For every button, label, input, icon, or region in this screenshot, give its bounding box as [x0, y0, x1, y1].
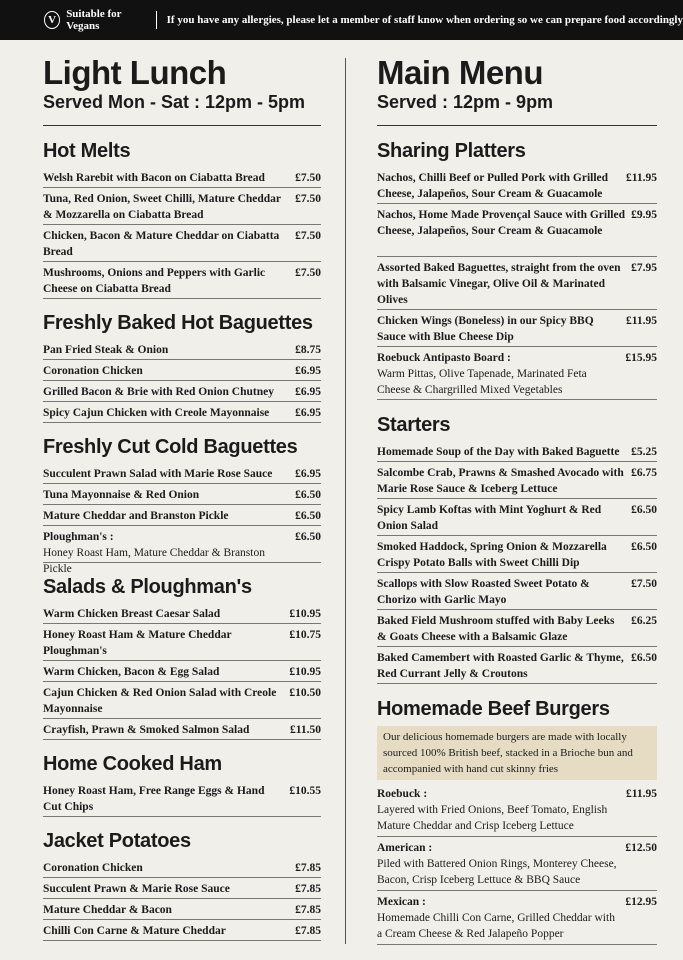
menu-item [43, 188, 321, 225]
menu-item-title: Nachos, Chilli Beef or Pulled Pork with Grilled Cheese, Jalapeños, Sour Cream & Guacamole [377, 172, 609, 200]
menu-item-name [43, 664, 289, 680]
menu-item-price: £7.50 [295, 193, 321, 205]
menu-item-price: £12.50 [625, 842, 657, 854]
section-title-sharing-platters: Sharing Platters [377, 140, 526, 162]
menu-item-title: Mature Cheddar and Branston Pickle [43, 510, 229, 522]
menu-item-price: £6.50 [631, 504, 657, 516]
menu-item-name [377, 170, 626, 202]
menu-item-name [43, 191, 295, 223]
menu-item-price: £11.95 [626, 315, 657, 327]
menu-item-name [377, 786, 626, 834]
menu-item-title: Warm Chicken Breast Caesar Salad [43, 608, 221, 620]
menu-item-name [377, 613, 631, 645]
menu-item-price: £6.50 [631, 541, 657, 553]
menu-item-price: £7.50 [295, 230, 321, 242]
menu-item-price: £8.75 [295, 344, 321, 356]
column-divider [345, 58, 346, 944]
menu-item-description: Piled with Battered Onion Rings, Monterey Cheese, Bacon, Crisp Iceberg Lettuce & BBQ Sauce [377, 858, 617, 886]
menu-item [43, 878, 321, 899]
menu-item [377, 783, 657, 837]
menu-item-name [377, 444, 631, 460]
menu-item-price: £12.95 [625, 896, 657, 908]
menu-item-title: Tuna, Red Onion, Sweet Chilli, Mature Cheddar & Mozzarella on Ciabatta Bread [43, 193, 281, 221]
menu-item-name [377, 576, 631, 608]
menu-item-title: Crayfish, Prawn & Smoked Salmon Salad [43, 724, 250, 736]
burger-promo-note: Our delicious homemade burgers are made with locally sourced 100% British beef, stacked in a Brioche bun and accompanied with hand cut skinny fries [377, 726, 657, 780]
menu-item-title: Assorted Baked Baguettes, straight from the oven with Balsamic Vinegar, Olive Oil & Marinated Olives [377, 262, 621, 306]
menu-item-title: Coronation Chicken [43, 862, 143, 874]
menu-item [377, 536, 657, 573]
menu-item [43, 857, 321, 878]
menu-item-price: £7.85 [295, 904, 321, 916]
menu-item [43, 381, 321, 402]
menu-item-description: Homemade Chilli Con Carne, Grilled Cheddar with a Cream Cheese & Red Jalapeño Popper [377, 912, 615, 940]
menu-item-price: £10.95 [289, 666, 321, 678]
menu-item [43, 484, 321, 505]
menu-item-price: £7.50 [295, 267, 321, 279]
menu-item-name [43, 384, 295, 400]
menu-item-title: Grilled Bacon & Brie with Red Onion Chutney [43, 386, 274, 398]
menu-item [43, 225, 321, 262]
banner-divider [156, 11, 157, 29]
section-title-home-cooked-ham: Home Cooked Ham [43, 753, 222, 775]
menu-item-title: Mushrooms, Onions and Peppers with Garlic Cheese on Ciabatta Bread [43, 267, 266, 295]
menu-item-title: Baked Camembert with Roasted Garlic & Thyme, Red Currant Jelly & Croutons [377, 652, 624, 680]
menu-item-price: £15.95 [625, 352, 657, 364]
menu-item [377, 499, 657, 536]
menu-item-price: £10.55 [289, 785, 321, 797]
menu-item-title: Smoked Haddock, Spring Onion & Mozzarella Crispy Potato Balls with Sweet Chilli Dip [377, 541, 607, 569]
menu-item [43, 780, 321, 817]
menu-item [43, 505, 321, 526]
menu-item-title: Homemade Soup of the Day with Baked Baguette [377, 446, 620, 458]
menu-item-name [377, 650, 631, 682]
menu-item-price: £11.95 [626, 172, 657, 184]
title-rule [43, 125, 321, 126]
section-title-starters: Starters [377, 414, 451, 436]
title-rule [377, 125, 657, 126]
menu-item-title: Pan Fried Steak & Onion [43, 344, 169, 356]
menu-item-name [377, 840, 625, 888]
menu-item-name [43, 466, 295, 482]
menu-item-name [43, 923, 295, 939]
menu-item [377, 310, 657, 347]
menu-item-name [43, 860, 295, 876]
allergy-notice: If you have any allergies, please let a member of staff know when ordering so we can prepare food accordingly [166, 14, 683, 26]
menu-item-name [43, 363, 295, 379]
menu-item [377, 462, 657, 499]
menu-item-price: £6.50 [295, 531, 321, 543]
menu-item-description: Warm Pittas, Olive Tapenade, Marinated Feta Cheese & Chargrilled Mixed Vegetables [377, 368, 587, 396]
section-title-freshly-cut-cold-baguettes: Freshly Cut Cold Baguettes [43, 436, 298, 458]
menu-item-title: Mexican : [377, 896, 426, 908]
main-menu-column [377, 40, 657, 945]
menu-item-name [377, 539, 631, 571]
menu-item-name [43, 902, 295, 918]
menu-item-name [377, 502, 631, 534]
menu-item-price: £10.50 [289, 687, 321, 699]
menu-item-price: £11.50 [290, 724, 321, 736]
menu-item [43, 682, 321, 719]
menu-item-price: £5.25 [631, 446, 657, 458]
menu-item [43, 719, 321, 740]
light-lunch-serving-times: Served Mon - Sat : 12pm - 5pm [43, 92, 306, 112]
menu-item-name [43, 342, 295, 358]
menu-item-price: £7.95 [631, 262, 657, 274]
menu-item [43, 920, 321, 941]
menu-item-name [43, 508, 295, 524]
menu-item [377, 204, 657, 257]
section-title-homemade-beef-burgers: Homemade Beef Burgers [377, 698, 610, 720]
menu-item-price: £6.25 [631, 615, 657, 627]
menu-item-name [43, 228, 295, 260]
section-title-freshly-baked-hot-baguettes: Freshly Baked Hot Baguettes [43, 312, 313, 334]
menu-item-title: Succulent Prawn Salad with Marie Rose Sauce [43, 468, 273, 480]
menu-item-title: Tuna Mayonnaise & Red Onion [43, 489, 200, 501]
menu-item-title: Succulent Prawn & Marie Rose Sauce [43, 883, 230, 895]
menu-item [377, 167, 657, 204]
menu-item-description: Honey Roast Ham, Mature Cheddar & Branston Pickle [43, 547, 265, 575]
menu-item [43, 526, 321, 575]
menu-item-price: £7.85 [295, 862, 321, 874]
light-lunch-column [43, 40, 321, 941]
menu-item-price: £6.50 [295, 510, 321, 522]
menu-item [377, 257, 657, 310]
menu-item [43, 624, 321, 661]
menu-item-title: Ploughman's : [43, 531, 114, 543]
menu-item-title: Honey Roast Ham, Free Range Eggs & Hand Cut Chips [43, 785, 265, 813]
section-title-hot-melts: Hot Melts [43, 140, 131, 162]
menu-item-name [377, 465, 631, 497]
main-menu-title: Main Menu [377, 54, 543, 91]
menu-item-name [377, 313, 626, 345]
menu-item-name [43, 529, 295, 577]
menu-item-description: Layered with Fried Onions, Beef Tomato, English Mature Cheddar and Crisp Iceberg Lettuce [377, 804, 608, 832]
menu-item-title: Mature Cheddar & Bacon [43, 904, 172, 916]
menu-item [43, 661, 321, 682]
menu-item [377, 891, 657, 945]
menu-item-price: £7.85 [295, 883, 321, 895]
menu-item-name [377, 894, 625, 942]
menu-item-title: Spicy Cajun Chicken with Creole Mayonnaise [43, 407, 270, 419]
menu-item-price: £9.95 [631, 209, 657, 221]
menu-item [377, 837, 657, 891]
menu-item-name [43, 170, 295, 186]
menu-item-title: Nachos, Home Made Provençal Sauce with Grilled Cheese, Jalapeños, Sour Cream & Guacamole [377, 209, 625, 237]
menu-item-name [377, 260, 631, 308]
menu-item [43, 339, 321, 360]
menu-item-title: Chicken, Bacon & Mature Cheddar on Ciabatta Bread [43, 230, 280, 258]
menu-item-name [43, 487, 295, 503]
menu-item-price: £10.75 [289, 629, 321, 641]
menu-item-title: American : [377, 842, 433, 854]
menu-item-name [43, 722, 290, 738]
vegan-v-icon: V [44, 11, 60, 29]
menu-item-price: £6.50 [631, 652, 657, 664]
menu-item-price: £7.85 [295, 925, 321, 937]
menu-item-title: Cajun Chicken & Red Onion Salad with Creole Mayonnaise [43, 687, 277, 715]
vegan-label: Suitable for Vegans [66, 8, 122, 32]
menu-item-title: Baked Field Mushroom stuffed with Baby Leeks & Goats Cheese with a Balsamic Glaze [377, 615, 615, 643]
menu-item-price: £6.50 [295, 489, 321, 501]
menu-item-name [43, 265, 295, 297]
menu-item-name [377, 207, 631, 239]
menu-item-name [377, 350, 625, 398]
menu-item [377, 647, 657, 684]
menu-item-price: £7.50 [295, 172, 321, 184]
menu-item [43, 463, 321, 484]
menu-item-title: Spicy Lamb Koftas with Mint Yoghurt & Red Onion Salad [377, 504, 602, 532]
menu-item-title: Warm Chicken, Bacon & Egg Salad [43, 666, 220, 678]
menu-item-price: £10.95 [289, 608, 321, 620]
section-title-jacket-potatoes: Jacket Potatoes [43, 830, 191, 852]
menu-item [377, 573, 657, 610]
menu-item [43, 360, 321, 381]
menu-item-name [43, 606, 289, 622]
menu-item-title: Coronation Chicken [43, 365, 143, 377]
menu-item-title: Welsh Rarebit with Bacon on Ciabatta Bread [43, 172, 265, 184]
menu-item [43, 603, 321, 624]
menu-item-title: Roebuck Antipasto Board : [377, 352, 511, 364]
menu-item-price: £6.95 [295, 407, 321, 419]
menu-item-name [43, 685, 289, 717]
menu-item [377, 347, 657, 400]
menu-item [43, 262, 321, 299]
menu-item-name [43, 783, 289, 815]
allergy-banner [0, 0, 683, 40]
menu-item-name [43, 881, 295, 897]
menu-item-title: Scallops with Slow Roasted Sweet Potato & Chorizo with Garlic Mayo [377, 578, 590, 606]
menu-item-price: £6.95 [295, 365, 321, 377]
menu-item-price: £6.95 [295, 468, 321, 480]
menu-item [43, 402, 321, 423]
menu-item-title: Chicken Wings (Boneless) in our Spicy BBQ Sauce with Blue Cheese Dip [377, 315, 594, 343]
menu-item-title: Chilli Con Carne & Mature Cheddar [43, 925, 226, 937]
menu-item [377, 610, 657, 647]
main-menu-serving-times: Served : 12pm - 9pm [377, 92, 554, 112]
menu-item [43, 167, 321, 188]
menu-item-title: Honey Roast Ham & Mature Cheddar Ploughman's [43, 629, 232, 657]
menu-item-name [43, 627, 289, 659]
menu-item-title: Salcombe Crab, Prawns & Smashed Avocado with Marie Rose Sauce & Iceberg Lettuce [377, 467, 624, 495]
menu-item-price: £6.75 [631, 467, 657, 479]
menu-item-price: £6.95 [295, 386, 321, 398]
menu-item-title: Roebuck : [377, 788, 428, 800]
menu-item [377, 441, 657, 462]
menu-item-price: £11.95 [626, 788, 657, 800]
section-title-salads-ploughman-s: Salads & Ploughman's [43, 576, 252, 598]
light-lunch-title: Light Lunch [43, 54, 227, 91]
menu-item [43, 899, 321, 920]
menu-item-name [43, 405, 295, 421]
menu-item-price: £7.50 [631, 578, 657, 590]
